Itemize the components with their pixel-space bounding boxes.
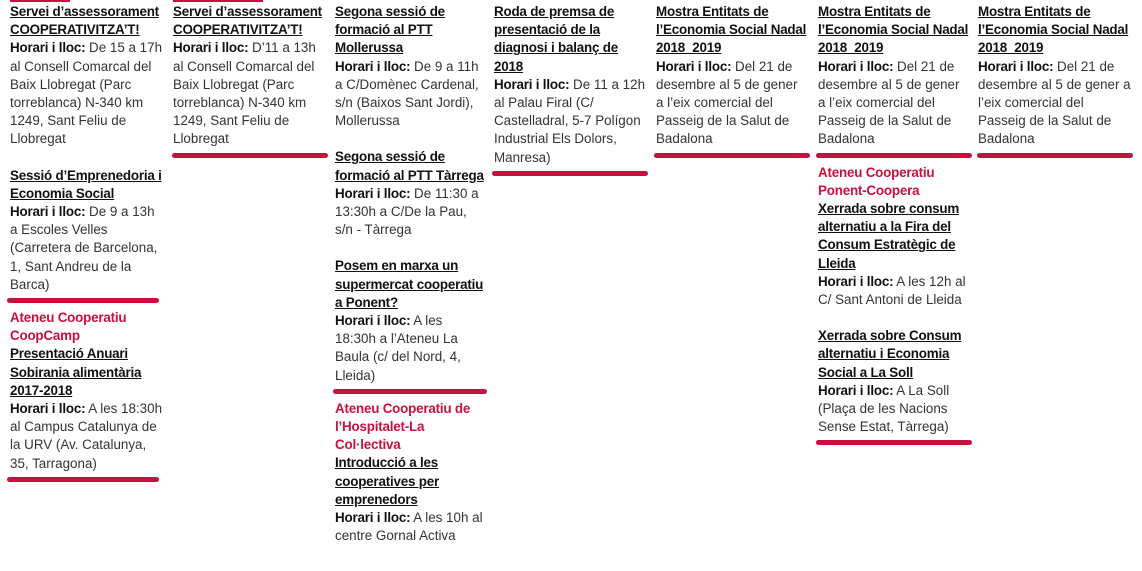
event-title[interactable]: Introducció a les cooperatives per emprenedors bbox=[335, 455, 439, 507]
event-title[interactable]: Segona sessió de formació al PTT Tàrrega bbox=[335, 149, 484, 183]
event-title[interactable]: Mostra Entitats de l’Economia Social Nadal 2018_2019 bbox=[656, 4, 807, 56]
schedule-label: Horari i lloc: bbox=[494, 76, 570, 92]
event-entry bbox=[978, 3, 1134, 158]
event-title[interactable]: Servei d’assessorament COOPERATIVITZA’T! bbox=[173, 4, 322, 38]
schedule-label: Horari i lloc: bbox=[10, 401, 86, 417]
column-1 bbox=[10, 0, 165, 482]
schedule-label: Horari i lloc: bbox=[335, 185, 411, 201]
schedule-label: Horari i lloc: bbox=[978, 58, 1054, 74]
separator-rule bbox=[977, 153, 1133, 158]
cut-off-heading bbox=[10, 0, 70, 2]
event-title[interactable]: Posem en marxa un supermercat cooperatiu a Ponent? bbox=[335, 258, 484, 310]
schedule-text: De 11 a 12h al Palau Firal (C/ Castelladral, 5-7 Polígon Industrial Els Dolors, Manresa) bbox=[494, 76, 646, 165]
event-entry bbox=[818, 3, 970, 158]
separator-rule bbox=[7, 477, 159, 482]
schedule-label: Horari i lloc: bbox=[335, 510, 411, 526]
event-entry bbox=[10, 3, 165, 149]
cut-off-heading bbox=[173, 0, 263, 2]
event-entry bbox=[335, 148, 485, 239]
organizer-name: Ateneu Cooperatiu CoopCamp bbox=[10, 310, 127, 344]
event-title[interactable]: Roda de premsa de presentació de la diagnosi i balanç de 2018 bbox=[494, 4, 618, 74]
separator-rule bbox=[333, 389, 487, 394]
event-entry bbox=[494, 3, 646, 176]
event-title[interactable]: Mostra Entitats de l’Economia Social Nadal 2018_2019 bbox=[978, 4, 1129, 56]
separator-rule bbox=[816, 153, 972, 158]
event-title[interactable]: Xerrada sobre Consum alternatiu i Economia Social a La Soll bbox=[818, 328, 962, 380]
schedule-text: De 11:30 a 13:30h a C/De la Pau, s/n - Tàrrega bbox=[335, 185, 479, 238]
separator-rule bbox=[816, 440, 972, 445]
schedule-text: A les 18:30h a l’Ateneu La Baula (c/ del Nord, 4, Lleida) bbox=[335, 313, 461, 383]
separator-rule bbox=[492, 171, 648, 176]
schedule-text: De 15 a 17h al Consell Comarcal del Baix Llobregat (Parc torreblanca) N-340 km 1249, Sant Feliu de Llobregat bbox=[10, 40, 163, 147]
event-title[interactable]: Xerrada sobre consum alternatiu a la Fira del Consum Estratègic de Lleida bbox=[818, 201, 960, 271]
schedule-label: Horari i lloc: bbox=[335, 58, 411, 74]
separator-rule bbox=[654, 153, 810, 158]
event-title[interactable]: Mostra Entitats de l’Economia Social Nadal 2018_2019 bbox=[818, 4, 969, 56]
schedule-label: Horari i lloc: bbox=[818, 382, 894, 398]
event-entry bbox=[10, 167, 165, 303]
event-entry bbox=[335, 400, 485, 546]
event-title[interactable]: Segona sessió de formació al PTT Mollerussa bbox=[335, 4, 445, 56]
event-entry bbox=[335, 3, 485, 130]
schedule-text: A La Soll (Plaça de les Nacions Sense Estat, Tàrrega) bbox=[818, 382, 950, 435]
event-title[interactable]: Sessió d’Emprenedoria i Economia Social bbox=[10, 167, 162, 201]
schedule-text: D’11 a 13h al Consell Comarcal del Baix Llobregat (Parc torreblanca) N-340 km 1249, Sant Feliu de Llobregat bbox=[173, 40, 316, 147]
schedule-text: De 9 a 13h a Escoles Velles (Carretera de Barcelona, 1, Sant Andreu de la Barca) bbox=[10, 204, 158, 292]
column-6 bbox=[818, 0, 970, 445]
event-entry bbox=[656, 3, 808, 158]
schedule-text: A les 18:30h al Campus Catalunya de la URV (Av. Catalunya, 35, Tarragona) bbox=[10, 401, 163, 471]
column-2 bbox=[173, 0, 325, 158]
schedule-label: Horari i lloc: bbox=[173, 40, 249, 56]
column-4 bbox=[494, 0, 646, 176]
schedule-label: Horari i lloc: bbox=[656, 58, 732, 74]
schedule-text: De 9 a 11h a C/Domènec Cardenal, s/n (Baixos Sant Jordi), Mollerussa bbox=[335, 58, 479, 129]
schedule-label: Horari i lloc: bbox=[10, 40, 86, 56]
schedule-label: Horari i lloc: bbox=[335, 313, 411, 329]
schedule-text: A les 10h al centre Gornal Activa bbox=[335, 510, 483, 544]
event-entry bbox=[173, 3, 325, 158]
event-entry bbox=[10, 309, 165, 482]
column-7 bbox=[978, 0, 1134, 158]
event-title[interactable]: Servei d’assessorament COOPERATIVITZA’T! bbox=[10, 4, 159, 38]
schedule-text: Del 21 de desembre al 5 de gener a l’eix comercial del Passeig de la Salut de Badalona bbox=[656, 58, 798, 147]
event-entry bbox=[818, 327, 970, 445]
event-entry bbox=[335, 257, 485, 393]
organizer-name: Ateneu Cooperatiu de l’Hospitalet-La Col·lectiva bbox=[335, 400, 471, 453]
organizer-name: Ateneu Cooperatiu Ponent-Coopera bbox=[818, 164, 935, 198]
schedule-text: A les 12h al C/ Sant Antoni de Lleida bbox=[818, 273, 966, 308]
schedule-label: Horari i lloc: bbox=[818, 273, 894, 289]
schedule-label: Horari i lloc: bbox=[10, 204, 86, 220]
schedule-text: Del 21 de desembre al 5 de gener a l’eix comercial del Passeig de la Salut de Badalona bbox=[978, 58, 1131, 147]
column-5 bbox=[656, 0, 808, 158]
event-title[interactable]: Presentació Anuari Sobirania alimentària 2017-2018 bbox=[10, 346, 142, 398]
event-entry bbox=[818, 164, 970, 310]
schedule-text: Del 21 de desembre al 5 de gener a l’eix comercial del Passeig de la Salut de Badalona bbox=[818, 58, 960, 147]
separator-rule bbox=[172, 153, 328, 158]
separator-rule bbox=[7, 298, 159, 303]
column-3 bbox=[335, 0, 485, 545]
schedule-label: Horari i lloc: bbox=[818, 58, 894, 74]
